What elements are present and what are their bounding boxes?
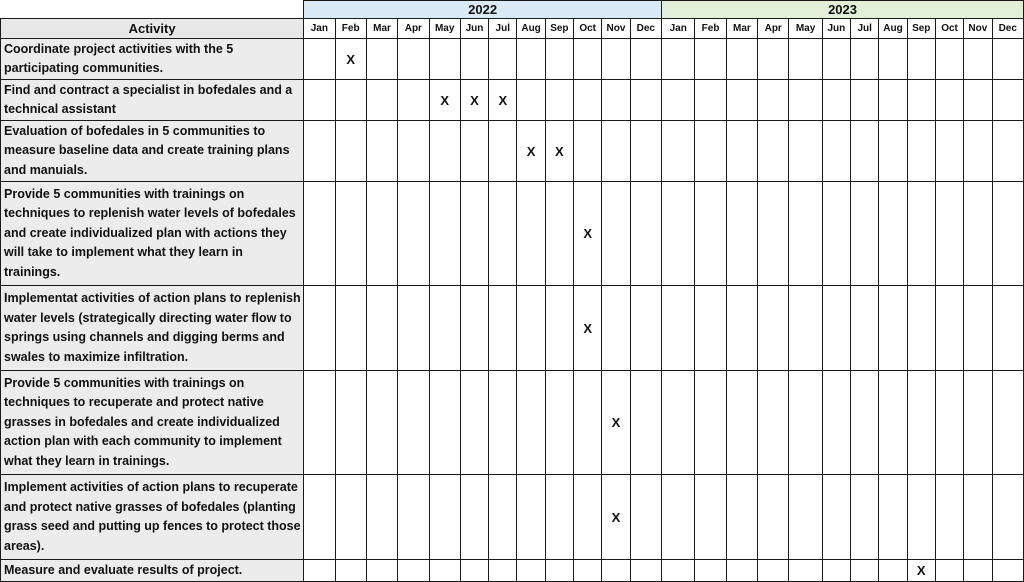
- schedule-cell: [758, 371, 789, 475]
- table-row: [1, 560, 1024, 582]
- schedule-cell: [879, 121, 907, 182]
- schedule-cell: [574, 121, 602, 182]
- schedule-cell: [545, 475, 573, 560]
- schedule-cell: [726, 560, 757, 582]
- schedule-cell: [758, 286, 789, 371]
- schedule-cell: [335, 560, 366, 582]
- schedule-cell: [366, 286, 397, 371]
- schedule-cell: [789, 182, 822, 286]
- schedule-cell: [574, 39, 602, 80]
- schedule-cell: [935, 39, 963, 80]
- schedule-cell: [304, 182, 335, 286]
- month-header-2022-feb: Feb: [335, 19, 366, 39]
- schedule-cell: [879, 39, 907, 80]
- schedule-cell: [879, 371, 907, 475]
- month-header-2022-oct: Oct: [574, 19, 602, 39]
- schedule-cell: [695, 475, 726, 560]
- schedule-cell: [335, 475, 366, 560]
- corner-cell: [1, 1, 304, 19]
- schedule-cell: [429, 560, 460, 582]
- schedule-cell: [964, 560, 992, 582]
- month-header-row: [1, 19, 1024, 39]
- schedule-cell: [304, 39, 335, 80]
- schedule-cell: [545, 80, 573, 121]
- activity-cell: Coordinate project activities with the 5 participating communities.: [1, 39, 304, 80]
- activity-cell: Provide 5 communities with trainings on techniques to recuperate and protect native grasses in bofedales and create individualized action plan with each community to implement what they learn in trainings.: [1, 371, 304, 475]
- schedule-cell: [789, 560, 822, 582]
- schedule-cell: [489, 475, 517, 560]
- schedule-cell: [460, 371, 488, 475]
- schedule-cell: [726, 371, 757, 475]
- table-row: [1, 121, 1024, 182]
- schedule-cell: [545, 39, 573, 80]
- schedule-cell: [489, 560, 517, 582]
- schedule-cell: [964, 475, 992, 560]
- schedule-cell: [602, 80, 630, 121]
- schedule-cell: [789, 371, 822, 475]
- month-header-2022-nov: Nov: [602, 19, 630, 39]
- table-row: [1, 39, 1024, 80]
- schedule-cell: [489, 121, 517, 182]
- month-header-2022-jan: Jan: [304, 19, 335, 39]
- schedule-cell: [935, 80, 963, 121]
- schedule-cell: [630, 560, 661, 582]
- schedule-cell: [935, 371, 963, 475]
- schedule-cell: [822, 39, 850, 80]
- schedule-cell: [460, 475, 488, 560]
- schedule-cell: [366, 80, 397, 121]
- month-header-2023-jan: Jan: [662, 19, 695, 39]
- schedule-cell: [907, 39, 935, 80]
- schedule-cell: [517, 475, 545, 560]
- schedule-cell: [935, 560, 963, 582]
- schedule-cell: [964, 371, 992, 475]
- schedule-cell: [992, 80, 1024, 121]
- schedule-cell: [662, 80, 695, 121]
- schedule-cell: [822, 182, 850, 286]
- table-row: [1, 371, 1024, 475]
- schedule-mark: X: [489, 80, 517, 121]
- month-header-2022-may: May: [429, 19, 460, 39]
- schedule-cell: [545, 560, 573, 582]
- schedule-cell: [992, 371, 1024, 475]
- schedule-cell: [907, 80, 935, 121]
- schedule-cell: [851, 371, 879, 475]
- schedule-cell: [517, 39, 545, 80]
- schedule-cell: [304, 286, 335, 371]
- month-header-2022-dec: Dec: [630, 19, 661, 39]
- schedule-cell: [366, 182, 397, 286]
- month-header-2023-nov: Nov: [964, 19, 992, 39]
- schedule-cell: [630, 371, 661, 475]
- schedule-cell: [574, 560, 602, 582]
- schedule-cell: [460, 121, 488, 182]
- schedule-mark: X: [574, 182, 602, 286]
- schedule-cell: [758, 560, 789, 582]
- schedule-cell: [662, 286, 695, 371]
- schedule-cell: [460, 39, 488, 80]
- schedule-mark: X: [545, 121, 573, 182]
- schedule-cell: [695, 371, 726, 475]
- schedule-cell: [662, 371, 695, 475]
- schedule-cell: [992, 286, 1024, 371]
- activity-cell: Implement activities of action plans to recuperate and protect native grasses of bofedales (planting grass seed and putting up fences to protect those areas).: [1, 475, 304, 560]
- schedule-cell: [429, 39, 460, 80]
- schedule-cell: [429, 286, 460, 371]
- schedule-cell: [851, 286, 879, 371]
- schedule-cell: [662, 121, 695, 182]
- schedule-cell: [992, 182, 1024, 286]
- schedule-cell: [429, 475, 460, 560]
- schedule-cell: [335, 371, 366, 475]
- schedule-cell: [758, 475, 789, 560]
- schedule-cell: [304, 80, 335, 121]
- schedule-cell: [489, 286, 517, 371]
- schedule-cell: [398, 80, 429, 121]
- schedule-cell: [879, 182, 907, 286]
- schedule-cell: [662, 560, 695, 582]
- schedule-cell: [695, 80, 726, 121]
- schedule-cell: [695, 121, 726, 182]
- schedule-cell: [574, 475, 602, 560]
- month-header-2023-oct: Oct: [935, 19, 963, 39]
- schedule-cell: [758, 182, 789, 286]
- schedule-cell: [822, 80, 850, 121]
- schedule-cell: [695, 182, 726, 286]
- schedule-cell: [304, 121, 335, 182]
- schedule-cell: [335, 80, 366, 121]
- schedule-cell: [304, 475, 335, 560]
- schedule-cell: [879, 80, 907, 121]
- schedule-cell: [489, 182, 517, 286]
- table-row: [1, 286, 1024, 371]
- schedule-cell: [964, 80, 992, 121]
- schedule-cell: [517, 80, 545, 121]
- schedule-cell: [602, 560, 630, 582]
- schedule-cell: [726, 121, 757, 182]
- activity-cell: Evaluation of bofedales in 5 communities to measure baseline data and create training plans and manuials.: [1, 121, 304, 182]
- table-row: [1, 475, 1024, 560]
- schedule-cell: [879, 286, 907, 371]
- activity-cell: Measure and evaluate results of project.: [1, 560, 304, 582]
- schedule-cell: [517, 286, 545, 371]
- schedule-cell: [964, 39, 992, 80]
- schedule-cell: [630, 80, 661, 121]
- schedule-cell: [964, 286, 992, 371]
- month-header-2023-jun: Jun: [822, 19, 850, 39]
- schedule-cell: [602, 182, 630, 286]
- schedule-cell: [489, 371, 517, 475]
- schedule-mark: X: [429, 80, 460, 121]
- schedule-cell: [789, 80, 822, 121]
- schedule-cell: [822, 121, 850, 182]
- schedule-cell: [758, 121, 789, 182]
- schedule-mark: X: [907, 560, 935, 582]
- schedule-cell: [822, 475, 850, 560]
- schedule-cell: [992, 39, 1024, 80]
- schedule-cell: [851, 182, 879, 286]
- schedule-cell: [935, 121, 963, 182]
- schedule-cell: [398, 475, 429, 560]
- schedule-cell: [366, 371, 397, 475]
- schedule-cell: [726, 80, 757, 121]
- schedule-cell: [366, 560, 397, 582]
- schedule-cell: [907, 286, 935, 371]
- schedule-cell: [789, 286, 822, 371]
- schedule-mark: X: [517, 121, 545, 182]
- schedule-cell: [789, 39, 822, 80]
- schedule-cell: [398, 39, 429, 80]
- schedule-cell: [460, 286, 488, 371]
- schedule-cell: [662, 39, 695, 80]
- schedule-cell: [366, 475, 397, 560]
- month-header-2023-mar: Mar: [726, 19, 757, 39]
- schedule-cell: [695, 286, 726, 371]
- schedule-cell: [460, 560, 488, 582]
- schedule-cell: [304, 371, 335, 475]
- schedule-cell: [695, 39, 726, 80]
- month-header-2023-dec: Dec: [992, 19, 1024, 39]
- month-header-2022-aug: Aug: [517, 19, 545, 39]
- schedule-cell: [851, 560, 879, 582]
- schedule-cell: [545, 371, 573, 475]
- schedule-cell: [935, 475, 963, 560]
- schedule-cell: [335, 286, 366, 371]
- schedule-cell: [822, 286, 850, 371]
- year-2023-header: 2023: [662, 1, 1024, 19]
- schedule-cell: [630, 475, 661, 560]
- schedule-cell: [879, 560, 907, 582]
- schedule-mark: X: [335, 39, 366, 80]
- schedule-cell: [366, 121, 397, 182]
- month-header-2022-jun: Jun: [460, 19, 488, 39]
- month-header-2023-sep: Sep: [907, 19, 935, 39]
- schedule-cell: [851, 80, 879, 121]
- schedule-cell: [335, 182, 366, 286]
- schedule-cell: [935, 182, 963, 286]
- schedule-cell: [695, 560, 726, 582]
- schedule-cell: [429, 371, 460, 475]
- schedule-cell: [304, 560, 335, 582]
- schedule-cell: [907, 182, 935, 286]
- schedule-cell: [630, 121, 661, 182]
- schedule-cell: [662, 475, 695, 560]
- activity-cell: Provide 5 communities with trainings on techniques to replenish water levels of bofedales and create individualized plan with actions they will take to implement what they learn in trainings.: [1, 182, 304, 286]
- schedule-cell: [726, 475, 757, 560]
- schedule-cell: [398, 560, 429, 582]
- schedule-cell: [335, 121, 366, 182]
- schedule-cell: [398, 182, 429, 286]
- schedule-cell: [789, 475, 822, 560]
- month-header-2023-aug: Aug: [879, 19, 907, 39]
- schedule-cell: [574, 80, 602, 121]
- schedule-mark: X: [602, 475, 630, 560]
- schedule-cell: [726, 286, 757, 371]
- schedule-cell: [460, 182, 488, 286]
- month-header-2023-may: May: [789, 19, 822, 39]
- month-header-2022-apr: Apr: [398, 19, 429, 39]
- schedule-cell: [545, 182, 573, 286]
- schedule-cell: [517, 371, 545, 475]
- schedule-cell: [630, 182, 661, 286]
- schedule-cell: [398, 286, 429, 371]
- schedule-cell: [630, 286, 661, 371]
- schedule-cell: [398, 121, 429, 182]
- schedule-cell: [851, 475, 879, 560]
- schedule-cell: [935, 286, 963, 371]
- schedule-cell: [964, 121, 992, 182]
- schedule-cell: [822, 560, 850, 582]
- schedule-cell: [602, 286, 630, 371]
- schedule-cell: [851, 121, 879, 182]
- schedule-mark: X: [602, 371, 630, 475]
- schedule-cell: [992, 560, 1024, 582]
- schedule-cell: [602, 39, 630, 80]
- activity-column-header: Activity: [1, 19, 304, 39]
- month-header-2023-jul: Jul: [851, 19, 879, 39]
- schedule-cell: [758, 39, 789, 80]
- schedule-cell: [602, 121, 630, 182]
- schedule-cell: [758, 80, 789, 121]
- schedule-cell: [489, 39, 517, 80]
- table-row: [1, 80, 1024, 121]
- schedule-cell: [992, 475, 1024, 560]
- schedule-cell: [789, 121, 822, 182]
- year-2022-header: 2022: [304, 1, 662, 19]
- schedule-cell: [429, 121, 460, 182]
- schedule-cell: [879, 475, 907, 560]
- schedule-mark: X: [574, 286, 602, 371]
- schedule-cell: [822, 371, 850, 475]
- schedule-cell: [964, 182, 992, 286]
- month-header-2022-jul: Jul: [489, 19, 517, 39]
- schedule-cell: [907, 475, 935, 560]
- month-header-2022-sep: Sep: [545, 19, 573, 39]
- month-header-2023-apr: Apr: [758, 19, 789, 39]
- schedule-cell: [398, 371, 429, 475]
- activity-cell: Implementat activities of action plans to replenish water levels (strategically directing water flow to springs using channels and digging berms and swales to maximize infiltration.: [1, 286, 304, 371]
- schedule-cell: [545, 286, 573, 371]
- year-header-row: [1, 1, 1024, 19]
- month-header-2022-mar: Mar: [366, 19, 397, 39]
- schedule-cell: [429, 182, 460, 286]
- schedule-cell: [366, 39, 397, 80]
- schedule-cell: [662, 182, 695, 286]
- month-header-2023-feb: Feb: [695, 19, 726, 39]
- schedule-cell: [517, 560, 545, 582]
- schedule-cell: [630, 39, 661, 80]
- schedule-cell: [726, 39, 757, 80]
- schedule-cell: [851, 39, 879, 80]
- schedule-cell: [907, 121, 935, 182]
- schedule-cell: [907, 371, 935, 475]
- schedule-mark: X: [460, 80, 488, 121]
- table-row: [1, 182, 1024, 286]
- activity-cell: Find and contract a specialist in bofedales and a technical assistant: [1, 80, 304, 121]
- schedule-cell: [992, 121, 1024, 182]
- schedule-cell: [726, 182, 757, 286]
- schedule-cell: [517, 182, 545, 286]
- schedule-cell: [574, 371, 602, 475]
